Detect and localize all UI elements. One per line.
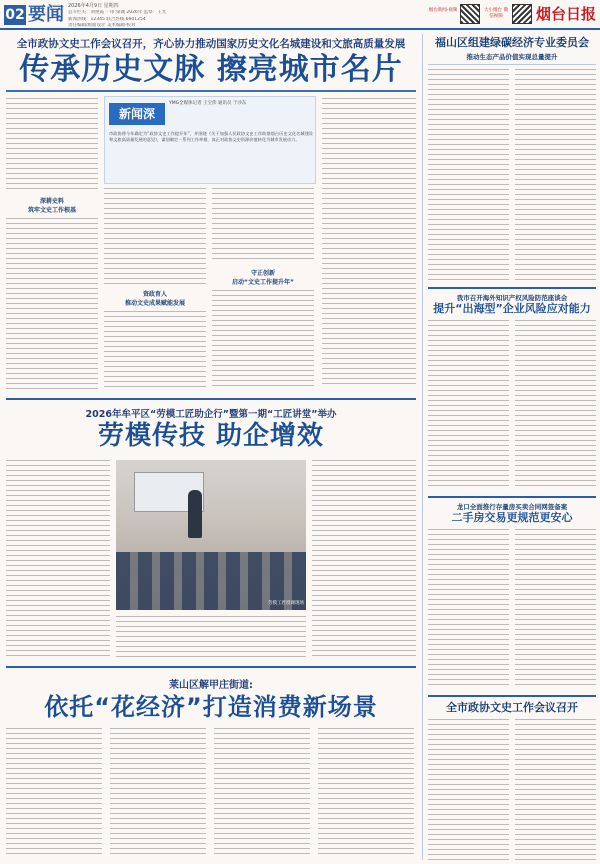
news-depth-panel (104, 96, 316, 184)
flower-economy-article (6, 670, 416, 860)
photo-speaker (188, 490, 202, 538)
lead-col-4 (322, 98, 416, 388)
right-s4-col-1 (428, 719, 509, 864)
right-s3-col-1 (428, 529, 509, 689)
lead-col-2 (104, 188, 206, 390)
text-block (212, 290, 314, 390)
panel-summary: 市政协将今年确定为“政协文史工作提升年”，并围绕《关于加强人民政协文史工作助推烟台历史文化名城建设和文旅高质量发展的意见》，谋划制定一系列工作举措，真正对政协文史资源价值转化为城市发展动力。 (109, 131, 313, 142)
right-s1-sub: 推动生态产品价值实现总量提升 (466, 53, 558, 61)
sub-heading-1b: 筑牢文史工作根基 (27, 207, 76, 214)
right-s1-col-2 (515, 69, 596, 281)
story3-col-4 (318, 728, 414, 858)
sub-heading-2b: 推动文史成果赋能发展 (124, 300, 185, 307)
story3-col-2 (110, 728, 206, 858)
right-s2-headline: 提升“出海型”企业风险应对能力 (433, 302, 591, 315)
text-block (212, 188, 314, 262)
right-s4-col-2 (515, 719, 596, 864)
text-block (6, 218, 98, 390)
headline-rule (6, 90, 416, 92)
panel-badge: 新闻深 (109, 103, 165, 125)
newspaper-brand-logo: 烟台日报 (536, 5, 597, 23)
right-s3-col-2 (515, 529, 596, 689)
right-s2-col-2 (515, 320, 596, 490)
rule (428, 695, 596, 697)
story2-col-1 (6, 460, 110, 658)
story2-headline: 劳模传技 助企增效 (97, 421, 325, 451)
text-block (6, 98, 98, 190)
story2-col-3 (312, 460, 416, 658)
right-s1-headline: 福山区组建绿碳经济专业委员会 (435, 36, 589, 49)
classroom-photo (116, 460, 306, 610)
photo-caption: 劳模工匠授课现场 (268, 601, 304, 606)
qr-label-2: 大小烟台 微信视频 (484, 8, 508, 19)
rule (428, 64, 596, 65)
sub-heading-1: 深耕史料 (39, 198, 64, 205)
lead-col-3 (212, 188, 314, 390)
masthead (0, 0, 600, 30)
news-hotline: 新闻热线：12345 联合热线 6601254 (68, 17, 146, 22)
section-name: 要闻 (28, 4, 64, 25)
sub-heading-3: 守正创新 (250, 270, 275, 277)
labor-model-article (6, 402, 416, 664)
sub-heading-3b: 启动“文史工作提升年” (232, 279, 294, 286)
story3-col-3 (214, 728, 310, 858)
issue-date: 2026年4月9日 星期四 (68, 3, 119, 9)
qr-label-1: 烟台新闻·视频 (428, 8, 458, 13)
right-s2-col-1 (428, 320, 509, 490)
section-divider (6, 666, 416, 668)
story3-col-1 (6, 728, 102, 858)
qr-code-1-icon[interactable] (460, 4, 480, 24)
rule (428, 496, 596, 498)
right-s4-headline: 全市政协文史工作会议召开 (446, 701, 578, 714)
text-block (104, 188, 206, 284)
right-s3-kicker: 龙口全面推行存量房买卖合同网签备案 (456, 503, 568, 511)
page-number: 02 (5, 7, 25, 23)
right-s3-headline: 二手房交易更规范更安心 (451, 511, 573, 524)
text-block (104, 311, 206, 391)
right-s2-kicker: 我市召开海外知识产权风险防范座谈会 (456, 294, 568, 302)
story2-col-2 (116, 616, 306, 658)
rule (428, 287, 596, 289)
section-divider (6, 398, 416, 400)
editors-line: 总专栏关：刘艳霞 一审:梁诚 2026年 监察：王光 (68, 10, 167, 15)
lead-col-1 (6, 98, 98, 390)
right-s1-col-1 (428, 69, 509, 281)
sub-heading-2: 资政育人 (142, 291, 167, 298)
lead-article (6, 34, 416, 394)
story3-headline: 依托“花经济”打造消费新场景 (44, 693, 378, 721)
qr-code-2-icon[interactable] (512, 4, 532, 24)
lead-byline: YMG全媒体记者 王宝伟 通讯员 于沙东 (169, 101, 247, 106)
lead-kicker: 全市政协文史工作会议召开，齐心协力推动国家历史文化名城建设和文旅高质量发展 (16, 38, 406, 50)
right-column (428, 34, 596, 860)
story3-kicker: 莱山区解甲庄街道: (169, 680, 253, 691)
story2-kicker: 2026年牟平区“劳模工匠助企行”暨第一期“工匠讲堂”举办 (85, 409, 337, 420)
design-credit: 责任编辑/版面设计 美术编辑·校对 (68, 23, 136, 28)
right-column-border (422, 34, 423, 860)
lead-headline: 传承历史文脉 擦亮城市名片 (19, 52, 403, 87)
